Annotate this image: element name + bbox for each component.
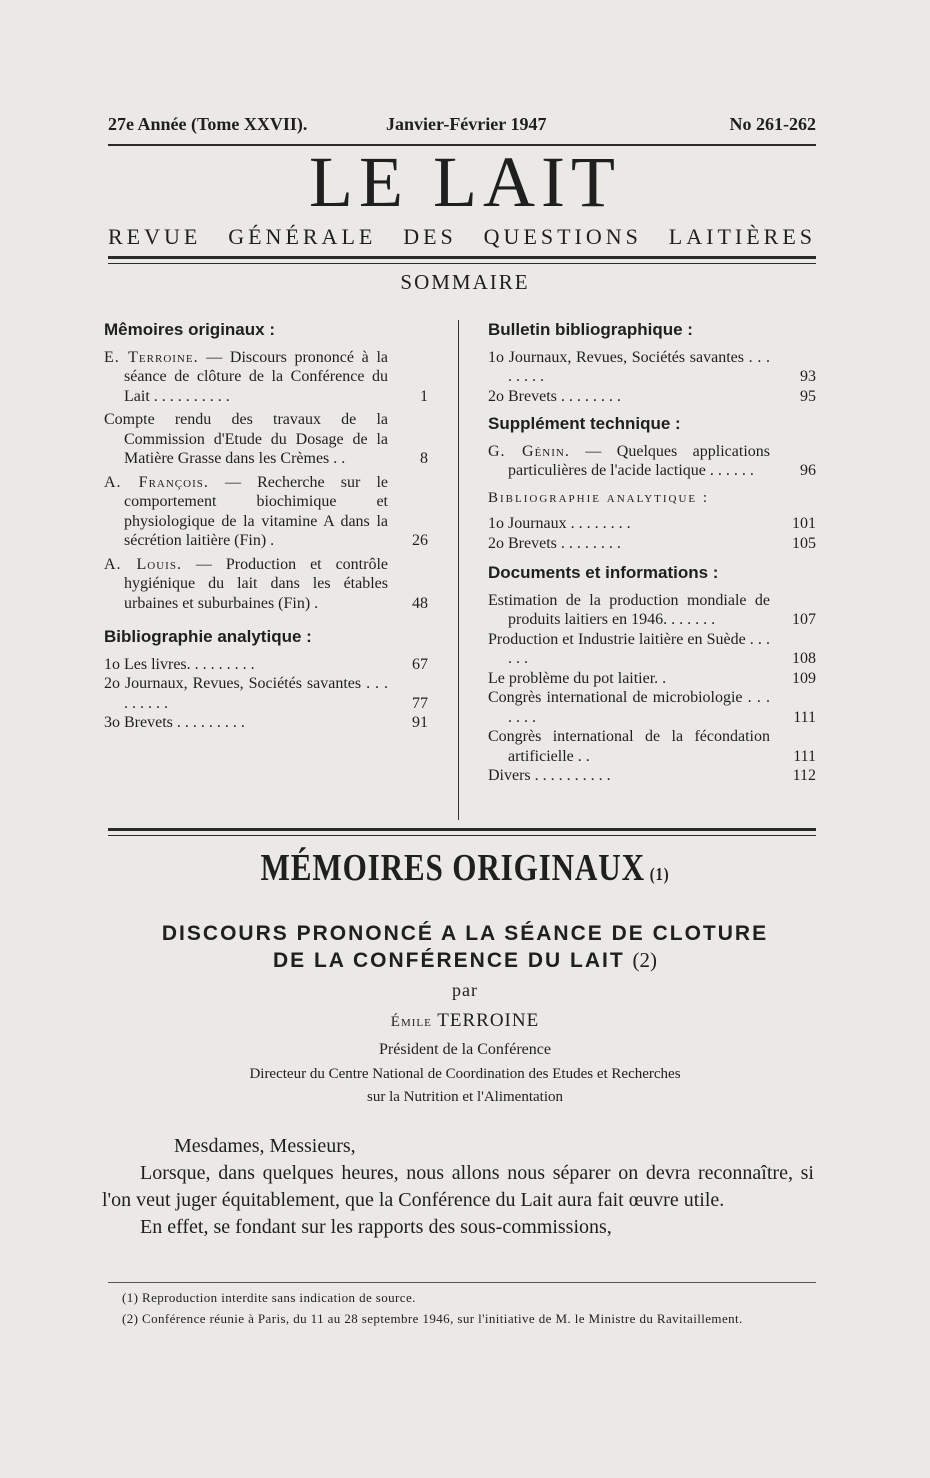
- biblio-heading: Bibliographie analytique :: [104, 627, 312, 646]
- contents-entry: [488, 688, 816, 727]
- entry-text: [104, 410, 388, 469]
- entry-title: 2o Brevets . . . . . . . .: [488, 387, 621, 405]
- entry-title: — Production et contrôle hygiénique du lait dans les étables urbaines et suburbaines (Fin) .: [124, 555, 389, 612]
- issue-number: No 261-262: [729, 114, 816, 134]
- entry-page-number: 8: [420, 450, 428, 467]
- author-role: Président de la Conférence: [379, 1041, 551, 1058]
- journal-subtitle: REVUE GÉNÉRALE DES QUESTIONS LAITIÈRES: [108, 224, 816, 249]
- entry-text: [104, 348, 388, 407]
- title-rule: [108, 256, 816, 264]
- column-divider: [458, 320, 459, 820]
- entry-author: E. Terroine.: [104, 348, 199, 366]
- entry-page-number: 93: [800, 368, 816, 385]
- entry-page-number: 96: [800, 462, 816, 479]
- entry-author: A. Louis.: [104, 555, 182, 573]
- entry-page-number: 112: [792, 767, 816, 784]
- contents-entry: [488, 514, 816, 534]
- contents-entry: [104, 473, 434, 551]
- entry-text: [104, 674, 388, 713]
- entry-title: 1o Les livres. . . . . . . . .: [104, 655, 255, 673]
- entry-page-number: 77: [412, 694, 428, 712]
- footnotes: [102, 1287, 814, 1329]
- footnote-rule: [108, 1282, 816, 1283]
- section-footnote-mark: (1): [649, 864, 670, 884]
- entry-text: [488, 591, 770, 630]
- entry-title: Estimation de la production mondiale de produits laitiers en 1946. . . . . . .: [488, 591, 770, 628]
- entry-text: [488, 514, 770, 534]
- entry-title: Compte rendu des travaux de la Commission d'Etude du Dosage de la Matière Grasse dans les Crèmes . .: [104, 411, 388, 467]
- issue-year: 27e Année (Tome XXVII).: [108, 114, 308, 134]
- author-last-name: TERROINE: [437, 1010, 540, 1031]
- contents-left-column: [104, 316, 434, 733]
- documents-heading: Documents et informations :: [488, 563, 719, 582]
- entry-text: [104, 713, 388, 733]
- entry-text: [488, 688, 770, 727]
- contents-entry: [104, 555, 434, 614]
- issue-date: Janvier-Février 1947: [386, 114, 547, 134]
- contents-entry: [104, 713, 434, 733]
- entry-author: G. Génin.: [488, 442, 570, 460]
- paragraph-1: Lorsque, dans quelques heures, nous allons nous séparer on devra reconnaître, si l'on veut juger équitablement, que la Conférence du Lait aura fait œuvre utile.: [102, 1162, 814, 1211]
- paragraph-2: En effet, se fondant sur les rapports des sous-commissions,: [140, 1216, 612, 1238]
- biblio-analytique-heading: Bibliographie analytique :: [488, 489, 710, 506]
- entry-title: 3o Brevets . . . . . . . . .: [104, 714, 245, 731]
- supplement-list: [488, 442, 816, 481]
- entry-text: [488, 669, 770, 689]
- footnote-2: (2) Conférence réunie à Paris, du 11 au 28 septembre 1946, sur l'initiative de M. le Ministre du Ravitaillement.: [122, 1311, 743, 1326]
- bulletin-heading: Bulletin bibliographique :: [488, 320, 693, 339]
- entry-text: [104, 473, 388, 551]
- entry-title: Congrès international de microbiologie . . . . . . .: [488, 689, 770, 726]
- article-title-line1: DISCOURS PRONONCÉ A LA SÉANCE DE CLOTURE: [161, 922, 769, 945]
- contents-entry: [488, 442, 816, 481]
- entry-text: [104, 655, 388, 675]
- entry-page-number: 111: [793, 708, 816, 726]
- memoires-list: [104, 348, 434, 614]
- entry-title: Congrès international de la fécondation artificielle . .: [488, 728, 770, 765]
- entry-page-number: 108: [792, 650, 816, 667]
- entry-page-number: 95: [800, 387, 816, 405]
- section-title: [84, 846, 847, 890]
- contents-entry: [104, 655, 434, 675]
- par-label: par: [452, 980, 478, 1000]
- entry-page-number: 105: [792, 534, 816, 552]
- contents-entry: [488, 669, 816, 689]
- entry-page-number: 48: [412, 594, 428, 612]
- entry-title: 2o Brevets . . . . . . . .: [488, 534, 621, 552]
- entry-text: [488, 630, 770, 669]
- entry-page-number: 1: [420, 387, 428, 405]
- entry-title: 1o Journaux . . . . . . . .: [488, 515, 631, 532]
- bulletin-list: [488, 348, 816, 407]
- article-body: [102, 1133, 814, 1241]
- entry-text: [488, 442, 770, 481]
- entry-page-number: 91: [412, 714, 428, 731]
- biblio-list: [104, 655, 434, 733]
- contents-entry: [488, 630, 816, 669]
- entry-text: [488, 727, 770, 766]
- author-name: [0, 1010, 930, 1032]
- contents-entry: [488, 766, 816, 786]
- contents-entry: [488, 387, 816, 407]
- sommaire-heading: SOMMAIRE: [400, 270, 530, 294]
- entry-author: A. François.: [104, 473, 209, 491]
- entry-text: [488, 766, 770, 786]
- entry-page-number: 101: [792, 515, 816, 532]
- entry-page-number: 111: [793, 747, 816, 765]
- article-title-line2: [0, 948, 930, 973]
- entry-page-number: 109: [792, 669, 816, 687]
- author-affiliation-line1: Directeur du Centre National de Coordination des Etudes et Recherches: [249, 1066, 681, 1082]
- author-first-name: Émile: [390, 1014, 432, 1030]
- supplement-heading: Supplément technique :: [488, 414, 681, 433]
- entry-title: — Recherche sur le comportement biochimique et physiologique de la vitamine A dans la sécrétion laitière (Fin) .: [124, 473, 388, 549]
- salutation: Mesdames, Messieurs,: [174, 1135, 356, 1157]
- entry-title: — Discours prononcé à la séance de clôture de la Conférence du Lait . . . . . . . . . .: [124, 348, 389, 405]
- journal-title: LE LAIT: [309, 142, 621, 222]
- entry-title: Production et Industrie laitière en Suède . . . . . .: [488, 630, 770, 667]
- entry-text: [488, 387, 770, 407]
- footnote-1: (1) Reproduction interdite sans indication de source.: [122, 1290, 416, 1305]
- contents-bottom-rule: [108, 828, 816, 836]
- contents-entry: [488, 727, 816, 766]
- contents-entry: [488, 591, 816, 630]
- contents-entry: [488, 534, 816, 554]
- article-title-footnote-mark: (2): [632, 948, 658, 972]
- entry-title: Divers . . . . . . . . . .: [488, 767, 611, 784]
- contents-entry: [488, 348, 816, 387]
- entry-text: [488, 348, 770, 387]
- entry-text: [488, 534, 770, 554]
- contents-right-column: [488, 316, 816, 786]
- entry-page-number: 26: [412, 532, 428, 549]
- entry-page-number: 67: [412, 655, 428, 673]
- memoires-heading: Mêmoires originaux :: [104, 320, 275, 339]
- entry-title: Le problème du pot laitier. .: [488, 669, 667, 687]
- documents-list: [488, 591, 816, 786]
- entry-title: 2o Journaux, Revues, Sociétés savantes . . . . . . . . .: [104, 675, 388, 712]
- entry-text: [104, 555, 388, 614]
- contents-entry: [104, 348, 434, 407]
- entry-title: — Quelques applications particulières de l'acide lactique . . . . . .: [508, 442, 770, 479]
- entry-title: 1o Journaux, Revues, Sociétés savantes . . . . . . . .: [488, 348, 770, 385]
- biblio-analytique-list: [488, 514, 816, 553]
- author-affiliation-line2: sur la Nutrition et l'Alimentation: [366, 1089, 563, 1105]
- article-title-line2-text: DE LA CONFÉRENCE DU LAIT: [272, 949, 625, 972]
- entry-page-number: 107: [792, 611, 816, 628]
- contents-entry: [104, 410, 434, 469]
- section-title-text: MÉMOIRES ORIGINAUX: [260, 847, 645, 889]
- contents-entry: [104, 674, 434, 713]
